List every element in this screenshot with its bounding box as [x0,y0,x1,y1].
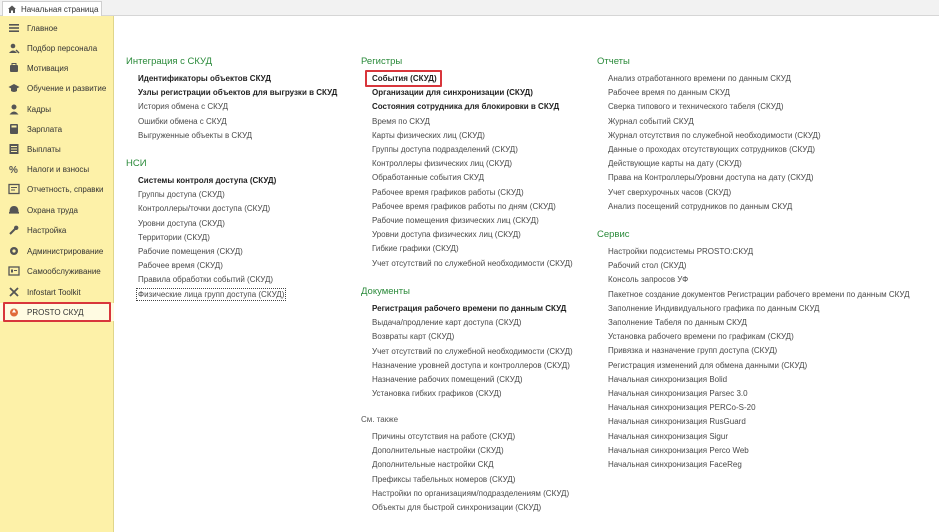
tab-home[interactable] [2,1,102,16]
reports-link[interactable]: Журнал отсутствия по служебной необходимости (СКУД) [608,130,821,140]
integration-link[interactable]: Узлы регистрации объектов для выгрузки в СКУД [138,88,338,98]
highlight-frame [3,302,111,322]
service-link[interactable]: Регистрация изменений для обмена данными (СКУД) [608,360,808,370]
sidebar-item-13[interactable] [0,262,114,280]
service-link[interactable]: Начальная синхронизация RusGuard [608,417,746,427]
see-also-link[interactable]: Дополнительные настройки (СКУД) [372,446,504,456]
documents-link[interactable]: Назначение уровней доступа и контроллеров (СКУД) [372,360,570,370]
sidebar-item-label: Отчетность, справки [27,184,104,194]
recruit-icon [8,42,20,54]
focus-frame [136,288,286,301]
wrench-icon [8,224,20,236]
person-icon [8,103,20,115]
main-content [115,16,939,532]
documents-link[interactable]: Регистрация рабочего времени по данным СКУД [372,304,567,313]
sidebar-item-label: Настройка [27,225,67,235]
service-link[interactable]: Пакетное создание документов Регистрации рабочего времени по данным СКУД [608,289,910,299]
sidebar-item-label: Самообслуживание [27,266,101,276]
nsi-link[interactable]: Рабочие помещения (СКУД) [138,247,243,256]
sidebar-item-4[interactable] [0,79,114,97]
registers-link[interactable]: Организации для синхронизации (СКУД) [372,88,533,98]
service-link[interactable]: Консоль запросов УФ [608,275,689,285]
integration-link[interactable]: Идентификаторы объектов СКУД [138,74,271,83]
nsi-link[interactable]: Группы доступа (СКУД) [138,190,225,200]
integration-link[interactable]: Выгруженные объекты в СКУД [138,130,253,140]
integration-link[interactable]: История обмена с СКУД [138,102,229,112]
service-link[interactable]: Начальная синхронизация Perco Web [608,445,749,455]
sidebar-item-label: Налоги и взносы [27,164,90,174]
service-link[interactable]: Начальная синхронизация Bolid [608,374,728,384]
see-also-link[interactable]: Настройки по организациям/подразделениям (СКУД) [372,488,570,498]
registers-link[interactable]: Группы доступа подразделений (СКУД) [372,145,518,154]
service-link[interactable]: Заполнение Индивидуального графика по данным СКУД [608,303,820,313]
sidebar-item-label: Выплаты [27,144,61,154]
svg-text:%: % [9,165,18,175]
sidebar-item-label: Зарплата [27,124,63,134]
sidebar-item-label: Подбор персонала [27,43,98,53]
reports-link[interactable]: Данные о проходах отсутствующих сотрудников (СКУД) [608,145,816,154]
sidebar-item-label: Охрана труда [27,205,78,215]
highlight-frame [365,70,442,87]
service-link[interactable]: Начальная синхронизация PERCo-S-20 [608,403,756,413]
nsi-link[interactable]: Правила обработки событий (СКУД) [138,275,274,285]
sidebar-item-11[interactable] [0,221,114,239]
registers-link[interactable]: Учет отсутствий по служебной необходимости (СКУД) [372,258,573,268]
helmet-icon [8,204,20,216]
registers-link[interactable]: Время по СКУД [372,116,430,126]
gear-icon [8,245,20,257]
tab-home-label: Начальная страница [21,4,99,14]
reports-link[interactable]: Учет сверхурочных часов (СКУД) [608,187,732,197]
section-title-documents: Документы [361,286,410,297]
tab-bar [0,0,939,16]
sidebar-item-10[interactable] [0,201,114,219]
reports-link[interactable]: Анализ посещений сотрудников по данным СКУД [608,201,793,211]
documents-link[interactable]: Назначение рабочих помещений (СКУД) [372,375,523,384]
nsi-link[interactable]: Рабочее время (СКУД) [138,261,223,271]
section-title-see-also: См. также [361,415,399,424]
sidebar-item-1[interactable] [0,19,114,37]
registers-link[interactable]: Состояния сотрудника для блокировки в СКУД [372,102,560,112]
sidebar-item-8[interactable] [0,160,114,178]
service-link[interactable]: Привязка и назначение групп доступа (СКУД) [608,346,778,356]
see-also-link[interactable]: Причины отсутствия на работе (СКУД) [372,432,516,441]
see-also-link[interactable]: Дополнительные настройки СКД [372,460,494,470]
nsi-link[interactable]: Территории (СКУД) [138,232,210,242]
service-link[interactable]: Начальная синхронизация FaceReg [608,460,742,469]
section-title-nsi: НСИ [126,158,147,169]
sidebar-item-3[interactable] [0,59,114,77]
section-title-integration: Интеграция с СКУД [126,56,213,67]
documents-link[interactable]: Возвраты карт (СКУД) [372,332,455,342]
reports-link[interactable]: Журнал событий СКУД [608,116,694,126]
sidebar-item-9[interactable] [0,180,114,198]
sidebar-item-6[interactable] [0,120,114,138]
nsi-link[interactable]: Контроллеры/точки доступа (СКУД) [138,204,271,214]
reports-link[interactable]: Рабочее время по данным СКУД [608,88,730,98]
service-link[interactable]: Начальная синхронизация Parsec 3.0 [608,389,748,398]
registers-link[interactable]: Гибкие графики (СКУД) [372,244,459,254]
see-also-link[interactable]: Префиксы табельных номеров (СКУД) [372,474,516,484]
payments-icon [8,143,20,155]
reports-link[interactable]: Сверка типового и технического табеля (СКУД) [608,102,784,112]
sidebar-item-label: Главное [27,23,58,33]
sidebar-item-label: Администрирование [27,246,104,256]
sidebar-item-label: Infostart Toolkit [27,287,81,297]
reports-link[interactable]: Действующие карты на дату (СКУД) [608,159,742,169]
documents-link[interactable]: Выдача/продление карт доступа (СКУД) [372,318,522,328]
integration-link[interactable]: Ошибки обмена с СКУД [138,116,227,126]
reports-link[interactable]: Анализ отработанного времени по данным СКУД [608,74,791,83]
sidebar-item-label: Мотивация [27,63,69,73]
service-link[interactable]: Настройки подсистемы PROSTO:СКУД [608,247,754,256]
reports-link[interactable]: Права на Контроллеры/Уровни доступа на дату (СКУД) [608,173,814,183]
report-icon [8,183,20,195]
sidebar-item-label: PROSTO СКУД [27,307,84,317]
registers-link[interactable]: События (СКУД) [372,74,437,83]
motivation-icon [8,62,20,74]
selfservice-icon [8,265,20,277]
home-icon [7,4,17,14]
service-link[interactable]: Установка рабочего времени по графикам (СКУД) [608,332,794,342]
registers-link[interactable]: Карты физических лиц (СКУД) [372,130,485,140]
registers-link[interactable]: Рабочие помещения физических лиц (СКУД) [372,216,539,225]
registers-link[interactable]: Обработанные события СКУД [372,173,485,183]
percent-icon [8,163,20,175]
sidebar-item-label: Кадры [27,104,51,114]
calculator-icon [8,123,20,135]
see-also-link[interactable]: Объекты для быстрой синхронизации (СКУД) [372,503,542,512]
sidebar-item-2[interactable] [0,39,114,57]
nsi-link[interactable]: Системы контроля доступа (СКУД) [138,176,277,185]
documents-link[interactable]: Установка гибких графиков (СКУД) [372,389,502,399]
nsi-link[interactable]: Физические лица групп доступа (СКУД) [138,289,285,299]
sidebar-item-5[interactable] [0,100,114,118]
sidebar-item-14[interactable] [0,283,114,301]
section-title-service: Сервис [597,229,630,240]
sidebar-item-12[interactable] [0,242,114,260]
education-icon [8,82,20,94]
section-title-reports: Отчеты [597,56,630,67]
service-link[interactable]: Заполнение Табеля по данным СКУД [608,318,747,327]
tools-icon [8,286,20,298]
sidebar [0,16,114,532]
section-title-registers: Регистры [361,56,403,67]
sidebar-item-7[interactable] [0,140,114,158]
registers-link[interactable]: Рабочее время графиков работы (СКУД) [372,187,524,197]
service-link[interactable]: Рабочий стол (СКУД) [608,261,687,271]
registers-link[interactable]: Контроллеры физических лиц (СКУД) [372,159,513,169]
menu-icon [8,22,20,34]
registers-link[interactable]: Рабочее время графиков работы по дням (СКУД) [372,201,556,211]
sidebar-item-label: Обучение и развитие [27,83,107,93]
service-link[interactable]: Начальная синхронизация Sigur [608,431,728,441]
documents-link[interactable]: Учет отсутствий по служебной необходимости (СКУД) [372,346,573,356]
registers-link[interactable]: Уровни доступа физических лиц (СКУД) [372,230,521,240]
nsi-link[interactable]: Уровни доступа (СКУД) [138,218,225,228]
